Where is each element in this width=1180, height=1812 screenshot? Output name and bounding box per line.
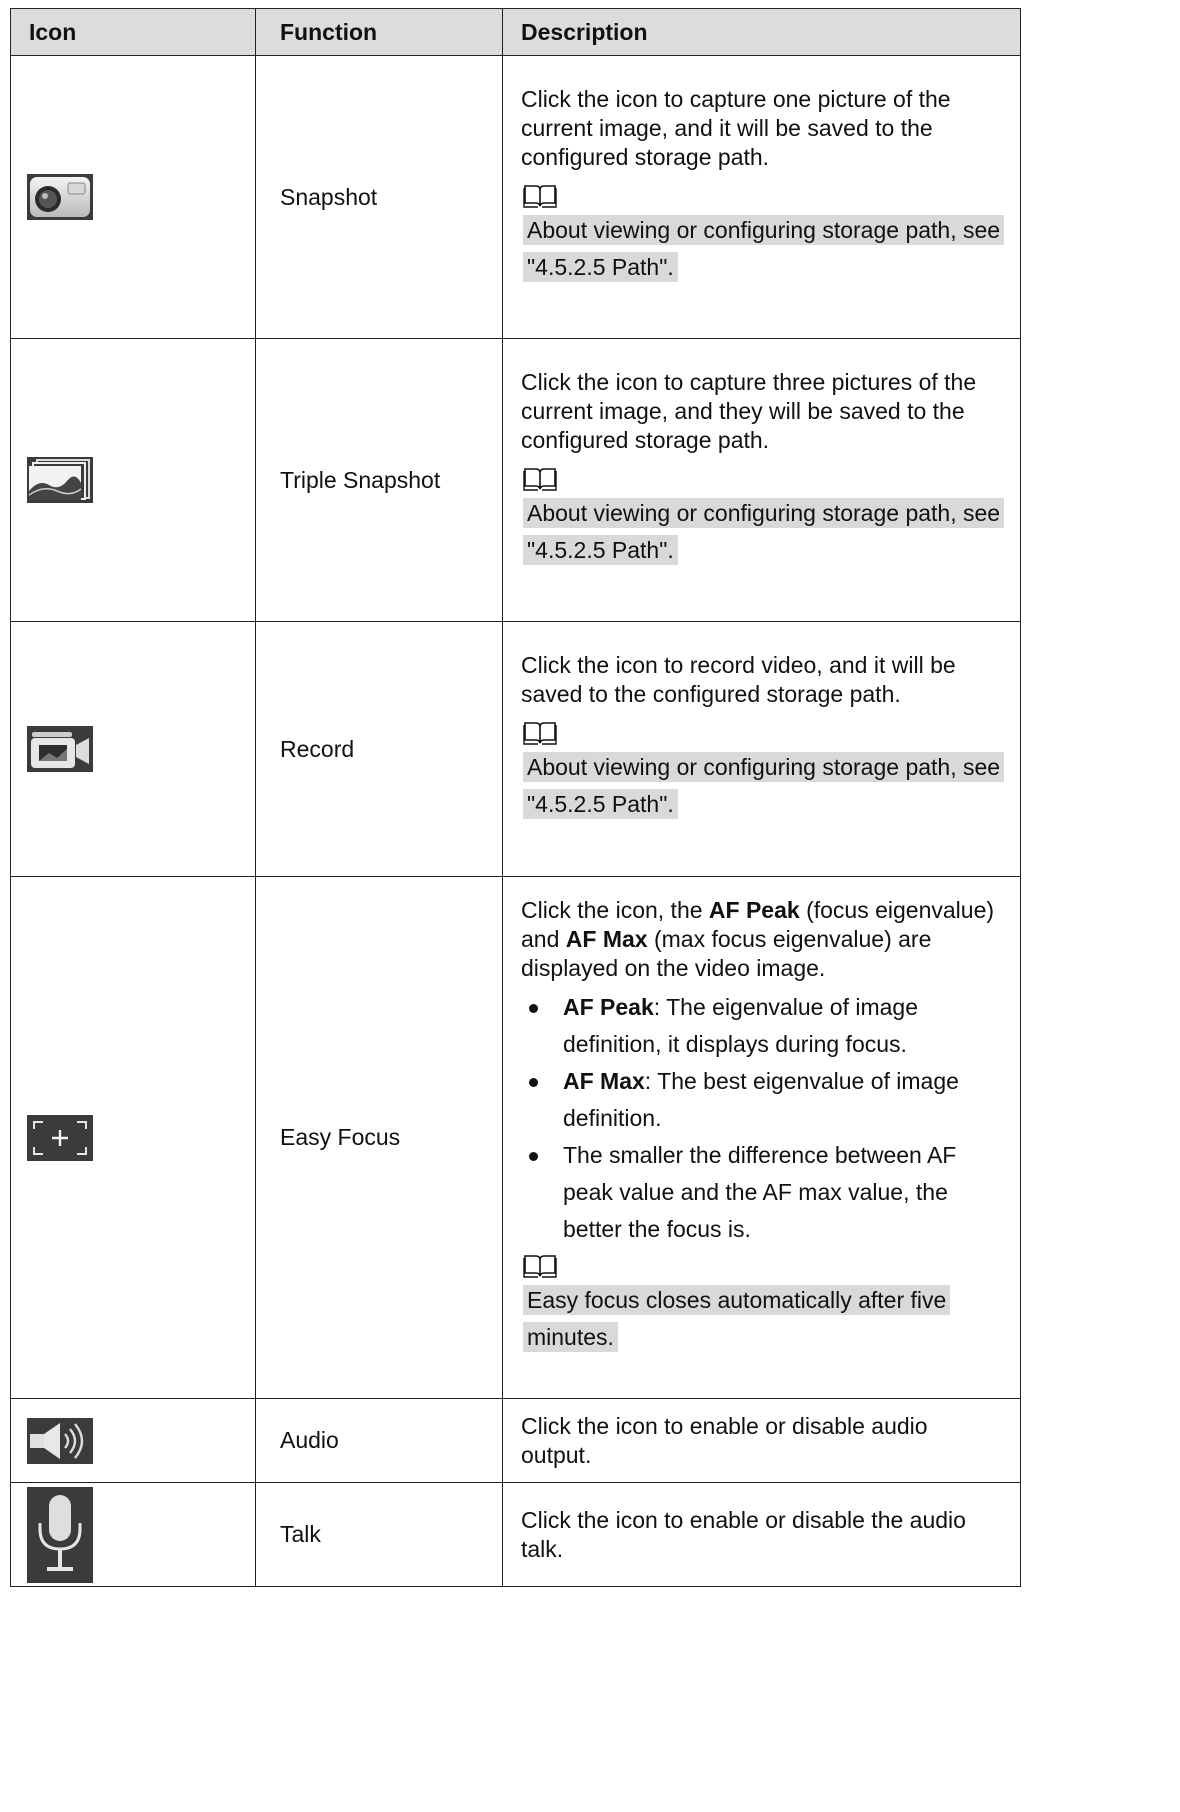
description-text: Click the icon, the AF Peak (focus eigenvalue) and AF Max (max focus eigenvalue) are displayed on the video image. bbox=[521, 896, 995, 981]
header-description: Description bbox=[503, 9, 1021, 56]
note-book-icon bbox=[523, 465, 557, 491]
note-text: About viewing or configuring storage path, see "4.5.2.5 Path". bbox=[523, 215, 1004, 282]
bold-term: AF Peak bbox=[708, 896, 800, 923]
function-name: Triple Snapshot bbox=[256, 339, 503, 622]
function-name: Snapshot bbox=[256, 56, 503, 339]
table-row-audio bbox=[11, 1399, 1021, 1483]
speaker-icon[interactable] bbox=[27, 1418, 93, 1464]
video-camera-icon[interactable] bbox=[27, 726, 93, 772]
description-text: Click the icon to capture one picture of the current image, and it will be saved to the configured storage path. bbox=[521, 85, 951, 170]
function-name: Audio bbox=[256, 1399, 503, 1483]
table-row-triple-snapshot bbox=[11, 339, 1021, 622]
function-name: Easy Focus bbox=[256, 877, 503, 1399]
microphone-icon[interactable] bbox=[27, 1487, 93, 1583]
function-table bbox=[10, 8, 1021, 1587]
note-text: About viewing or configuring storage path, see "4.5.2.5 Path". bbox=[523, 498, 1004, 565]
description-text: Click the icon to capture three pictures of the current image, and they will be saved to the configured storage path. bbox=[521, 368, 977, 453]
camera-icon[interactable] bbox=[27, 174, 93, 220]
note-book-icon bbox=[523, 1252, 557, 1278]
table-row-easy-focus bbox=[11, 877, 1021, 1399]
table-row-snapshot bbox=[11, 56, 1021, 339]
description-text: Click the icon to record video, and it will be saved to the configured storage path. bbox=[521, 652, 956, 707]
note-book-icon bbox=[523, 182, 557, 208]
list-item: The smaller the difference between AF peak value and the AF max value, the better the focus is. bbox=[521, 1137, 1002, 1248]
note-book-icon bbox=[523, 719, 557, 745]
table-header-row bbox=[11, 9, 1021, 56]
list-item: AF Peak: The eigenvalue of image definition, it displays during focus. bbox=[521, 989, 1002, 1063]
function-name: Talk bbox=[256, 1483, 503, 1587]
list-item: AF Max: The best eigenvalue of image definition. bbox=[521, 1063, 1002, 1137]
focus-frame-icon[interactable] bbox=[27, 1115, 93, 1161]
function-name: Record bbox=[256, 622, 503, 877]
table-row-talk bbox=[11, 1483, 1021, 1587]
bold-term: AF Max bbox=[565, 925, 648, 952]
header-function: Function bbox=[256, 9, 503, 56]
header-icon: Icon bbox=[11, 9, 256, 56]
note-text: Easy focus closes automatically after five minutes. bbox=[523, 1285, 950, 1352]
bullet-list bbox=[521, 989, 1002, 1248]
description-text: Click the icon to enable or disable audio output. bbox=[503, 1399, 1021, 1483]
pictures-stack-icon[interactable] bbox=[27, 457, 93, 503]
table-row-record bbox=[11, 622, 1021, 877]
description-text: Click the icon to enable or disable the audio talk. bbox=[503, 1483, 1021, 1587]
note-text: About viewing or configuring storage path, see "4.5.2.5 Path". bbox=[523, 752, 1004, 819]
